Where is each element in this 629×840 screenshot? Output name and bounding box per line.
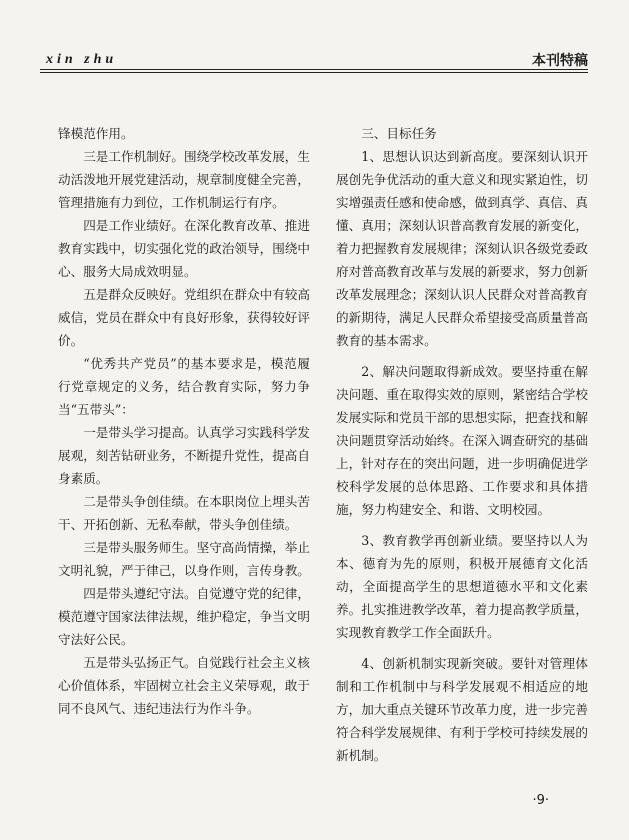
paragraph: 3、教育教学再创新业绩。要坚持以人为本、德育为先的原则，积极开展德育文化活动，全面提高学生的思想道德水平和文化素养。扎实推进教学改革，着力提高教学质量，实现教育教学工作全面跃升。 (336, 533, 588, 640)
paragraph: 1、思想认识达到新高度。要深刻认识开展创先争优活动的重大意义和现实紧迫性，切实增强责任感和使命感，做到真学、真信、真懂、真用；深刻认识普高教育发展的新变化，着力把握教育发展规律；深刻认识各级党委政府对普高教育改革与发展的新要求，努力创新改革发展理念；深刻认识人民群众对普高教育的新期待，满足人民群众希望接受高质量普高教育的基本需求。 (336, 149, 588, 348)
right-column (336, 122, 588, 767)
left-column (58, 122, 310, 720)
paragraph: 四是带头遵纪守法。自觉遵守党的纪律，模范遵守国家法律法规，维护稳定，争当文明守法好公民。 (58, 586, 310, 647)
paragraph: 五是带头弘扬正气。自觉践行社会主义核心价值体系，牢固树立社会主义荣辱观，敢于同不良风气、违纪违法行为作斗争。 (58, 655, 310, 716)
section-title: 本刊特稿 (532, 53, 588, 69)
paragraph: “优秀共产党员”的基本要求是，模范履行党章规定的义务，结合教育实际，努力争当“五带头”： (58, 356, 310, 417)
journal-name: xin zhu (46, 52, 118, 67)
paragraph: 五是群众反映好。党组织在群众中有较高威信，党员在群众中有良好形象，获得较好评价。 (58, 287, 310, 348)
paragraph: 一是带头学习提高。认真学习实践科学发展观，刻苦钻研业务，不断提升党性，提高自身素质。 (58, 425, 310, 486)
page-number: ·9· (532, 793, 549, 808)
paragraph: 4、创新机制实现新突破。要针对管理体制和工作机制中与科学发展观不相适应的地方，加大重点关键环节改革力度，进一步完善符合科学发展规律、有利于学校可持续发展的新机制。 (336, 656, 588, 763)
header-rule-thin (40, 69, 588, 70)
paragraph: 锋模范作用。 (58, 126, 134, 141)
paragraph: 二是带头争创佳绩。在本职岗位上埋头苦干、开拓创新、无私奉献，带头争创佳绩。 (58, 494, 310, 532)
paragraph: 三是工作机制好。围绕学校改革发展，生动活泼地开展党建活动，规章制度健全完善，管理措施有力到位，工作机制运行有序。 (58, 149, 310, 210)
page-header (40, 44, 588, 78)
section-heading: 三、目标任务 (361, 126, 437, 141)
header-rule-thick (40, 72, 588, 73)
paragraph: 三是带头服务师生。坚守高尚情操，举止文明礼貌，严于律己，以身作则，言传身教。 (58, 540, 310, 578)
paragraph: 2、解决问题取得新成效。要坚持重在解决问题、重在取得实效的原则，紧密结合学校发展实际和党员干部的思想实际，把查找和解决问题贯穿活动始终。在深入调查研究的基础上，针对存在的突出问题，进一步明确促进学校科学发展的总体思路、工作要求和具体措施，努力构建安全、和谐、文明校园。 (336, 364, 588, 517)
paragraph: 四是工作业绩好。在深化教育改革、推进教育实践中，切实强化党的政治领导，围绕中心、服务大局成效明显。 (58, 218, 310, 279)
